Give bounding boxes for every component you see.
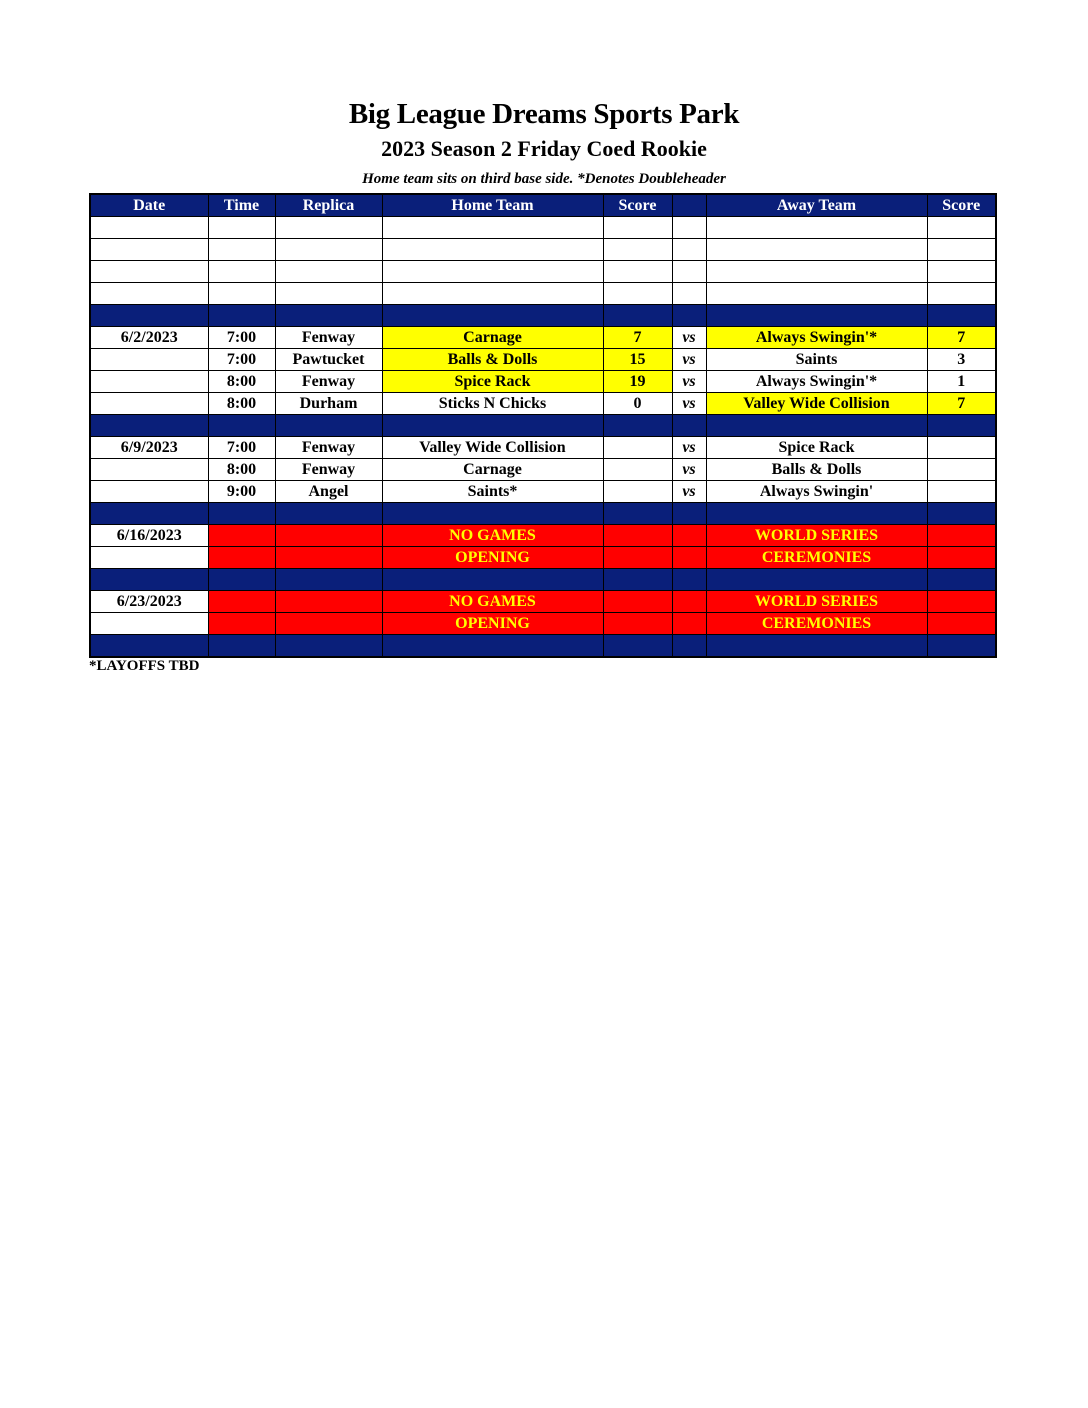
home-score-cell: 19 (603, 371, 672, 393)
separator-cell (275, 503, 382, 525)
separator-cell (603, 503, 672, 525)
col-away-score: Score (927, 194, 996, 217)
vs-cell (672, 547, 706, 569)
replica-cell: Fenway (275, 371, 382, 393)
blank-cell (706, 283, 927, 305)
home-score-cell: 7 (603, 327, 672, 349)
home-score-cell (603, 591, 672, 613)
separator-cell (672, 305, 706, 327)
blank-cell (275, 261, 382, 283)
col-away-team: Away Team (706, 194, 927, 217)
home-score-cell (603, 525, 672, 547)
separator-cell (90, 569, 208, 591)
separator-cell (208, 503, 275, 525)
separator-cell (382, 635, 603, 658)
blank-cell (672, 261, 706, 283)
replica-cell: Fenway (275, 437, 382, 459)
home-score-cell: 0 (603, 393, 672, 415)
away-team-cell: WORLD SERIES (706, 591, 927, 613)
away-team-cell: Balls & Dolls (706, 459, 927, 481)
separator-cell (603, 635, 672, 658)
blank-cell (275, 283, 382, 305)
week-separator-row (90, 503, 996, 525)
separator-cell (208, 305, 275, 327)
table-row (90, 481, 996, 503)
home-score-cell (603, 481, 672, 503)
replica-cell: Angel (275, 481, 382, 503)
col-home-score: Score (603, 194, 672, 217)
replica-cell: Pawtucket (275, 349, 382, 371)
footer-note: *LAYOFFS TBD (89, 658, 200, 674)
date-cell (90, 393, 208, 415)
time-cell: 9:00 (208, 481, 275, 503)
no-games-row (90, 525, 996, 547)
separator-cell (706, 635, 927, 658)
separator-cell (927, 305, 996, 327)
date-cell (90, 459, 208, 481)
blank-cell (603, 261, 672, 283)
replica-cell (275, 613, 382, 635)
away-score-cell: 3 (927, 349, 996, 371)
blank-cell (208, 261, 275, 283)
blank-cell (603, 217, 672, 239)
no-games-row (90, 547, 996, 569)
week-separator-row (90, 635, 996, 658)
separator-cell (275, 569, 382, 591)
blank-cell (208, 239, 275, 261)
away-score-cell (927, 481, 996, 503)
home-score-cell (603, 613, 672, 635)
date-cell: 6/16/2023 (90, 525, 208, 547)
home-team-cell: Carnage (382, 459, 603, 481)
away-score-cell (927, 613, 996, 635)
separator-cell (275, 415, 382, 437)
separator-cell (275, 635, 382, 658)
separator-cell (672, 503, 706, 525)
replica-cell: Fenway (275, 327, 382, 349)
date-cell (90, 371, 208, 393)
time-cell: 7:00 (208, 349, 275, 371)
blank-cell (382, 261, 603, 283)
separator-cell (90, 635, 208, 658)
separator-cell (706, 305, 927, 327)
home-team-cell: Valley Wide Collision (382, 437, 603, 459)
vs-cell (672, 613, 706, 635)
blank-cell (90, 261, 208, 283)
date-cell: 6/23/2023 (90, 591, 208, 613)
away-team-cell: Spice Rack (706, 437, 927, 459)
time-cell: 8:00 (208, 459, 275, 481)
table-row (90, 371, 996, 393)
home-score-cell (603, 547, 672, 569)
separator-cell (706, 569, 927, 591)
separator-cell (927, 635, 996, 658)
col-home-team: Home Team (382, 194, 603, 217)
vs-cell: vs (672, 459, 706, 481)
away-team-cell: WORLD SERIES (706, 525, 927, 547)
blank-cell (927, 239, 996, 261)
separator-cell (208, 569, 275, 591)
blank-row (90, 261, 996, 283)
blank-cell (927, 283, 996, 305)
date-cell (90, 349, 208, 371)
blank-cell (90, 217, 208, 239)
col-vs (672, 194, 706, 217)
blank-cell (927, 217, 996, 239)
replica-cell (275, 547, 382, 569)
blank-cell (927, 261, 996, 283)
separator-cell (603, 415, 672, 437)
separator-cell (382, 415, 603, 437)
blank-cell (275, 239, 382, 261)
home-team-cell: Spice Rack (382, 371, 603, 393)
separator-cell (706, 503, 927, 525)
date-cell (90, 481, 208, 503)
blank-cell (208, 283, 275, 305)
away-team-cell: CEREMONIES (706, 547, 927, 569)
blank-cell (90, 239, 208, 261)
table-row (90, 393, 996, 415)
time-cell: 8:00 (208, 371, 275, 393)
away-team-cell: Always Swingin'* (706, 371, 927, 393)
separator-cell (927, 569, 996, 591)
away-score-cell (927, 459, 996, 481)
blank-cell (382, 239, 603, 261)
away-team-cell: Always Swingin' (706, 481, 927, 503)
blank-cell (208, 217, 275, 239)
separator-cell (208, 415, 275, 437)
blank-row (90, 239, 996, 261)
blank-cell (90, 283, 208, 305)
blank-cell (672, 283, 706, 305)
header-row (90, 194, 996, 217)
home-team-cell: NO GAMES (382, 591, 603, 613)
home-team-cell: OPENING (382, 613, 603, 635)
away-team-cell: Always Swingin'* (706, 327, 927, 349)
vs-cell: vs (672, 481, 706, 503)
home-team-cell: Sticks N Chicks (382, 393, 603, 415)
col-replica: Replica (275, 194, 382, 217)
away-score-cell (927, 525, 996, 547)
vs-cell: vs (672, 371, 706, 393)
blank-cell (672, 239, 706, 261)
away-score-cell (927, 547, 996, 569)
separator-cell (382, 569, 603, 591)
separator-cell (208, 635, 275, 658)
away-team-cell: Valley Wide Collision (706, 393, 927, 415)
separator-cell (603, 305, 672, 327)
separator-cell (672, 635, 706, 658)
schedule-table (89, 193, 997, 658)
time-cell (208, 525, 275, 547)
separator-cell (90, 305, 208, 327)
blank-cell (603, 283, 672, 305)
table-row (90, 349, 996, 371)
away-score-cell: 7 (927, 393, 996, 415)
replica-cell: Durham (275, 393, 382, 415)
home-score-cell (603, 437, 672, 459)
blank-row (90, 217, 996, 239)
home-team-cell: OPENING (382, 547, 603, 569)
date-cell: 6/2/2023 (90, 327, 208, 349)
home-score-cell (603, 459, 672, 481)
away-team-cell: Saints (706, 349, 927, 371)
home-team-cell: Carnage (382, 327, 603, 349)
home-team-cell: NO GAMES (382, 525, 603, 547)
time-cell: 8:00 (208, 393, 275, 415)
home-team-cell: Saints* (382, 481, 603, 503)
vs-cell: vs (672, 437, 706, 459)
separator-cell (672, 415, 706, 437)
doubleheader-note: Home team sits on third base side. *Denotes Doubleheader (362, 171, 726, 187)
col-date: Date (90, 194, 208, 217)
blank-cell (382, 217, 603, 239)
separator-cell (90, 503, 208, 525)
separator-cell (90, 415, 208, 437)
home-team-cell: Balls & Dolls (382, 349, 603, 371)
week-separator-row (90, 305, 996, 327)
away-score-cell: 7 (927, 327, 996, 349)
blank-cell (672, 217, 706, 239)
separator-cell (275, 305, 382, 327)
time-cell (208, 547, 275, 569)
col-time: Time (208, 194, 275, 217)
away-score-cell (927, 437, 996, 459)
vs-cell: vs (672, 393, 706, 415)
vs-cell (672, 591, 706, 613)
time-cell (208, 591, 275, 613)
away-team-cell: CEREMONIES (706, 613, 927, 635)
page-subtitle: 2023 Season 2 Friday Coed Rookie (381, 136, 707, 161)
separator-cell (382, 503, 603, 525)
time-cell: 7:00 (208, 327, 275, 349)
time-cell (208, 613, 275, 635)
separator-cell (927, 503, 996, 525)
week-separator-row (90, 569, 996, 591)
separator-cell (672, 569, 706, 591)
blank-cell (382, 283, 603, 305)
no-games-row (90, 591, 996, 613)
separator-cell (603, 569, 672, 591)
vs-cell (672, 525, 706, 547)
separator-cell (706, 415, 927, 437)
blank-row (90, 283, 996, 305)
separator-cell (927, 415, 996, 437)
date-cell (90, 613, 208, 635)
table-row (90, 459, 996, 481)
blank-cell (275, 217, 382, 239)
table-row (90, 437, 996, 459)
schedule-body (90, 217, 996, 658)
date-cell: 6/9/2023 (90, 437, 208, 459)
home-score-cell: 15 (603, 349, 672, 371)
no-games-row (90, 613, 996, 635)
blank-cell (706, 217, 927, 239)
week-separator-row (90, 415, 996, 437)
blank-cell (706, 261, 927, 283)
replica-cell (275, 591, 382, 613)
blank-cell (603, 239, 672, 261)
blank-cell (706, 239, 927, 261)
replica-cell: Fenway (275, 459, 382, 481)
replica-cell (275, 525, 382, 547)
page-title: Big League Dreams Sports Park (348, 98, 740, 130)
vs-cell: vs (672, 327, 706, 349)
table-row (90, 327, 996, 349)
time-cell: 7:00 (208, 437, 275, 459)
separator-cell (382, 305, 603, 327)
date-cell (90, 547, 208, 569)
away-score-cell (927, 591, 996, 613)
vs-cell: vs (672, 349, 706, 371)
away-score-cell: 1 (927, 371, 996, 393)
